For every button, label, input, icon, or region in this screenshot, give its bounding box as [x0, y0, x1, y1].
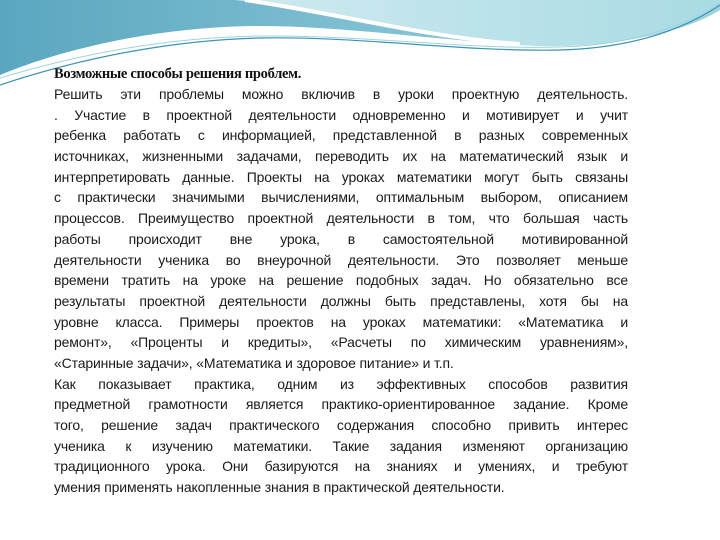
text-line: результаты проектной деятельности должны быть представлены, хотя бы на [54, 292, 628, 309]
slide-text-content [54, 64, 628, 498]
text-line: ребенка работать с информацией, представленной в разных современных [54, 127, 628, 144]
text-line: деятельности ученика во внеурочной деятельности. Это позволяет меньше [54, 251, 628, 268]
paragraph-projects [54, 84, 628, 374]
text-line: ремонт», «Проценты и кредиты», «Расчеты по химическим уравнениям», [54, 334, 628, 351]
text-line: умения применять накопленные знания в практической деятельности. [54, 479, 505, 496]
text-line: процессов. Преимущество проектной деятельности в том, что большая часть [54, 210, 628, 227]
text-line: работы происходит вне урока, в самостоятельной мотивированной [54, 230, 628, 247]
text-line: . Участие в проектной деятельности одновременно и мотивирует и учит [54, 106, 628, 123]
text-line: предметной грамотности является практико-ориентированное задание. Кроме [54, 396, 628, 413]
text-line: Решить эти проблемы можно включив в уроки проектную деятельность. [54, 86, 628, 102]
text-line: уровне класса. Примеры проектов на уроках математики: «Математика и [54, 313, 628, 330]
text-line: Как показывает практика, одним из эффективных способов развития [54, 375, 628, 392]
text-line: того, решение задач практического содержания способно привить интерес [54, 417, 628, 433]
text-line: времени тратить на уроке на решение подобных задач. Но обязательно все [54, 272, 628, 289]
text-line: источниках, жизненными задачами, переводить их на математический язык и [54, 148, 628, 165]
text-line: интерпретировать данные. Проекты на уроках математики могут быть связаны [54, 168, 628, 185]
text-line: традиционного урока. Они базируются на знаниях и умениях, и требуют [54, 458, 628, 475]
text-line: с практически значимыми вычислениями, оптимальным выбором, описанием [54, 189, 628, 206]
paragraph-practice [54, 374, 628, 498]
slide-heading: Возможные способы решения проблем. [54, 66, 302, 82]
text-line: «Старинные задачи», «Математика и здоровое питание» и т.п. [54, 354, 454, 371]
text-line: ученика к изучению математики. Такие задания изменяют организацию [54, 437, 628, 454]
